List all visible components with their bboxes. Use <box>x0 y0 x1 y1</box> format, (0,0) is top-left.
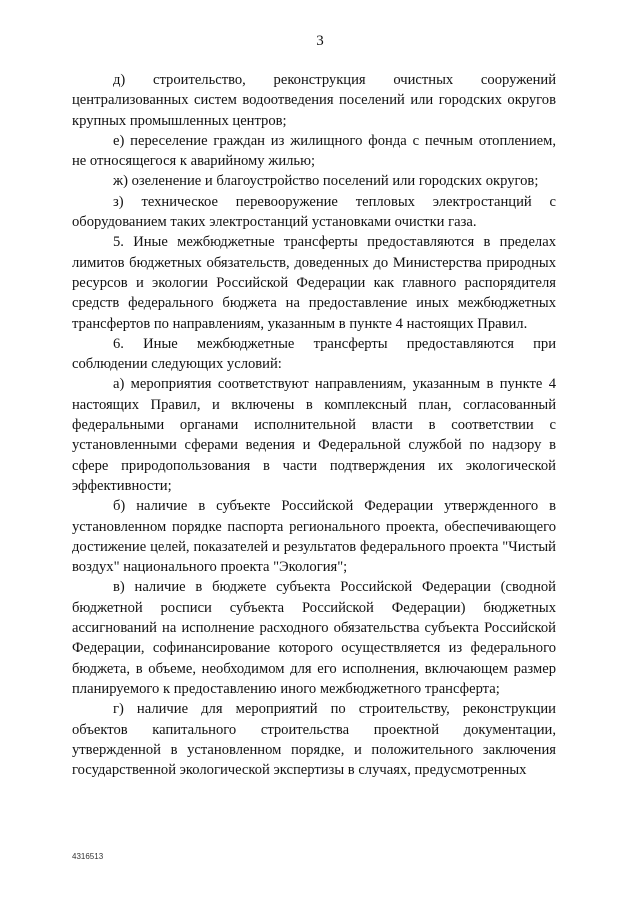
paragraph-d: д) строительство, реконструкция очистных сооружений централизованных систем водоотведения поселений или городских округов крупных промышленных центров; <box>72 72 556 129</box>
paragraph-6: 6. Иные межбюджетные трансферты предоставляются при соблюдении следующих условий: <box>72 335 556 373</box>
page-number: 3 <box>316 33 324 49</box>
paragraph-6b: б) наличие в субъекте Российской Федерации утвержденного в установленном порядке паспорта регионального проекта, обеспечивающего достижение целей, показателей и результатов федерального проекта "Чистый воздух" национального проекта "Экология"; <box>72 498 556 576</box>
paragraph-z: з) техническое перевооружение тепловых электростанций с оборудованием таких электростанций установками очистки газа. <box>72 193 556 231</box>
paragraph-6a: а) мероприятия соответствуют направлениям, указанным в пункте 4 настоящих Правил, и включены в комплексный план, согласованный федеральными органами исполнительной власти в соответствии с установленными сферами ведения и Федеральной службой по надзору в сфере природопользования в части подтверждения их экологической эффективности; <box>72 376 556 494</box>
document-body <box>72 70 556 780</box>
document-code: 4316513 <box>72 852 104 861</box>
paragraph-6v: в) наличие в бюджете субъекта Российской Федерации (сводной бюджетной росписи субъекта Российской Федерации) бюджетных ассигнований на исполнение расходного обязательства субъекта Российской Федерации, софинансирование которого осуществляется из федерального бюджета, в объеме, необходимом для его исполнения, включающем размер планируемого к предоставлению иного межбюджетного трансферта; <box>72 579 556 697</box>
paragraph-e: е) переселение граждан из жилищного фонда с печным отоплением, не относящегося к аварийному жилью; <box>72 132 556 170</box>
paragraph-6g: г) наличие для мероприятий по строительству, реконструкции объектов капитального строительства проектной документации, утвержденной в установленном порядке, и положительного заключения государственной экологической экспертизы в случаях, предусмотренных <box>72 701 556 779</box>
paragraph-5: 5. Иные межбюджетные трансферты предоставляются в пределах лимитов бюджетных обязательств, доведенных до Министерства природных ресурсов и экологии Российской Федерации как главного распорядителя средств федерального бюджета на предоставление иных межбюджетных трансфертов по направлениям, указанным в пункте 4 настоящих Правил. <box>72 234 556 332</box>
paragraph-zh: ж) озеленение и благоустройство поселений или городских округов; <box>113 173 539 190</box>
